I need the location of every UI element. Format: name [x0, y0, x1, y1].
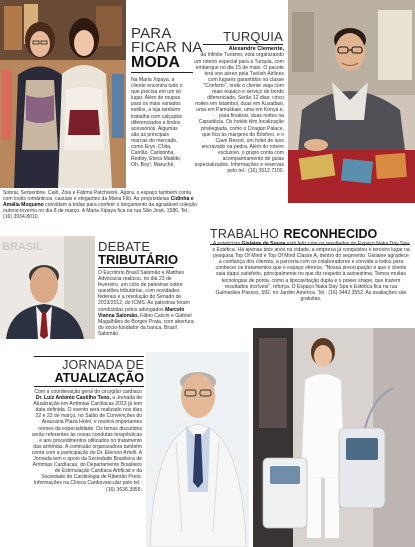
tributario-heading [98, 240, 184, 268]
moda-kicker-line1: PARA [131, 25, 172, 42]
jornada-rule-top [34, 356, 144, 357]
moda-rule [131, 72, 193, 73]
moda-body-top: Na Maria Xipaya, a cliente encontra tudo o que precisa em um só lugar. Além de roupas para os mais variados estilos, a loja também trabalha com calçados diferenciados e lindos acessórios. Algumas são as principais marcas do mercado, como Eryo, Chita, Cantão, Carlotinha, Redley, Elvira Matilde, Oh, Boy!, Maruchê, [131, 77, 183, 169]
moda-kicker [131, 27, 203, 73]
tributario-body-pre: O Escritório Brasil Salomão e Matthes Advocacia realizou, no dia 23 de fevereiro, um ciclo de palestras sobre questões tributárias, com novidades federais e a resolução do Senado de 2013/2012, do ICMS. As palestras foram conduzidas pelos advogados [98, 270, 190, 313]
jornada-rule-bottom [34, 386, 144, 387]
turquia-heading [203, 30, 283, 45]
jornada-heading [30, 356, 144, 387]
travel-agent-photo [288, 0, 415, 203]
moda-headline: MODA [131, 54, 180, 71]
turquia-person-name: Alexandre Clemente, [228, 46, 284, 52]
trabalho-body-post: está feliz com os resultados do Espaço Naka Day Spa e Estética. Há apenas dois anos na cidade, a empresa já conquistou o terceiro lugar na pesquisa Top Of Mind e Top Of Mind Classe A, dentro do segmento. Gislaine agradece a confiança dos clientes, a parceria com os colaboradores e convida a todos para conhecer os tratamentos que o espaço oferece. "Nossa preocupação é que o cliente saia daqui satisfeito, principalmente no que diz respeito à autoestima. Temos muitas tecnologias de ponta, como a lipocavitação dupla e o power shape, que trazem resultados incríveis", reforça. O Espaço Naka Day Spa e Estética fica na rua Guimarães Passos, 592, no Jardim América. Tel.: (16) 3442.3552. As avaliações são gratuitas. [212, 241, 410, 302]
tributario-headline: TRIBUTÁRIO [98, 252, 179, 267]
tributario-rule [98, 267, 174, 268]
moda-body-bottom-post: convidam a todas para conferir o lançamento da agradável coleção outono-inverno no dia 8 de março. A Maria Xipaya fica na rua São José, 1586. Tel.: (16) 3934.8010. [3, 202, 197, 221]
turquia-text [194, 46, 284, 174]
jornada-body-bold: Dr. Luiz Antonio Castilho Teno, [35, 395, 111, 402]
trabalho-headline: RECONHECIDO [283, 227, 378, 241]
tributario-kicker: DEBATE [98, 239, 151, 254]
trabalho-body-pre: A esteticista [212, 241, 242, 247]
jornada-body-pre: Com a coordenação geral do cirurgião cardíaco [34, 389, 142, 395]
jornada-body [30, 389, 142, 493]
turquia-body: da Infinite Turismo, está organizando um roteiro especial para a Turquia, com embarque no dia 15 de maio. O pacote terá voo aéreo pela Turkish Airlines com lugares garantidos na classe "Conforto", onde o cliente viaja com mais espaço e serviço de bordo diferenciado. Serão 12 dias: cinco noites em Istambul, duas em Kusadasi, uma em Pamukkale, uma em Konya e, para finalizar, duas noites na Capadócia. Os hotéis têm localização privilegiada, como o Ciragan Palace, que fica às margens do Bósforo, e o Cave Resort, um hotel de luxo encravado na pedra. Além do roteiro exclusivo, o grupo conta com acompanhamento de guias especializados. Informações e reservas pelo tel.: (16) 3512.7100. [194, 52, 284, 175]
trabalho-body-bold: Gislaine de Souza [241, 241, 286, 247]
jornada-kicker: JORNADA DE [62, 358, 144, 373]
turquia-rule [203, 44, 283, 45]
trabalho-body [212, 241, 410, 302]
doctor-photo [146, 352, 249, 547]
moda-body-bottom [3, 190, 197, 220]
spa-photo [253, 328, 415, 547]
svg-text:BRASIL: BRASIL [2, 241, 43, 253]
lawyer-photo [0, 236, 95, 339]
moda-body-bottom-pre: Sobral, Serpentine, Calô, Zoia e Fátima Patchwork. Agora, o espaço também conta com looks românticos, casuais e elegantes da Maria Filó. As proprietárias [3, 190, 192, 203]
moda-kicker-line2: FICAR NA [131, 39, 203, 56]
trabalho-kicker: TRABALHO [210, 227, 279, 241]
moda-body-bottom-bold: Cidinha e Amália Moqueno [3, 196, 194, 209]
jornada-body-post: a Jornada de Atualização em Arritmias Cardíacas 2013 já tem data definida. O evento será realizado nos dias 22 e 23 de março, no Salão de Convenções do Araucária Plaza Hotel, e reunirá importantes nomes da especialidade. Os temas discutidos serão referentes às novas condutas terapêuticas e aos procedimentos utilizados no tratamento das arritmias. A comissão organizadora também conta com a participação do Dr. Elerson Arfelli. A Jornada tem o apoio da Sociedade Brasileira de Arritmias Cardíacas, do Departamento Brasileiro de Estimulação Cardíaca Artificial e da Sociedade de Cardiologia de Ribeirão Preto. Informações na Clínica Cardiovascular pelo tel.: (16) 3636.3955. [31, 395, 142, 493]
tributario-body-post: Fábio Calcini e Gabriel Magalhães de Borges Praia, com abertura do sócio-fundador da banca, Brasil Salomão. [98, 312, 194, 337]
tributario-body [98, 270, 194, 337]
turquia-kicker: TURQUIA [223, 29, 283, 44]
tributario-body-bold: Marcelo Vianna Salomão, [98, 306, 185, 319]
boutique-photo [0, 0, 126, 188]
jornada-headline: ATUALIZAÇÃO [54, 371, 144, 386]
